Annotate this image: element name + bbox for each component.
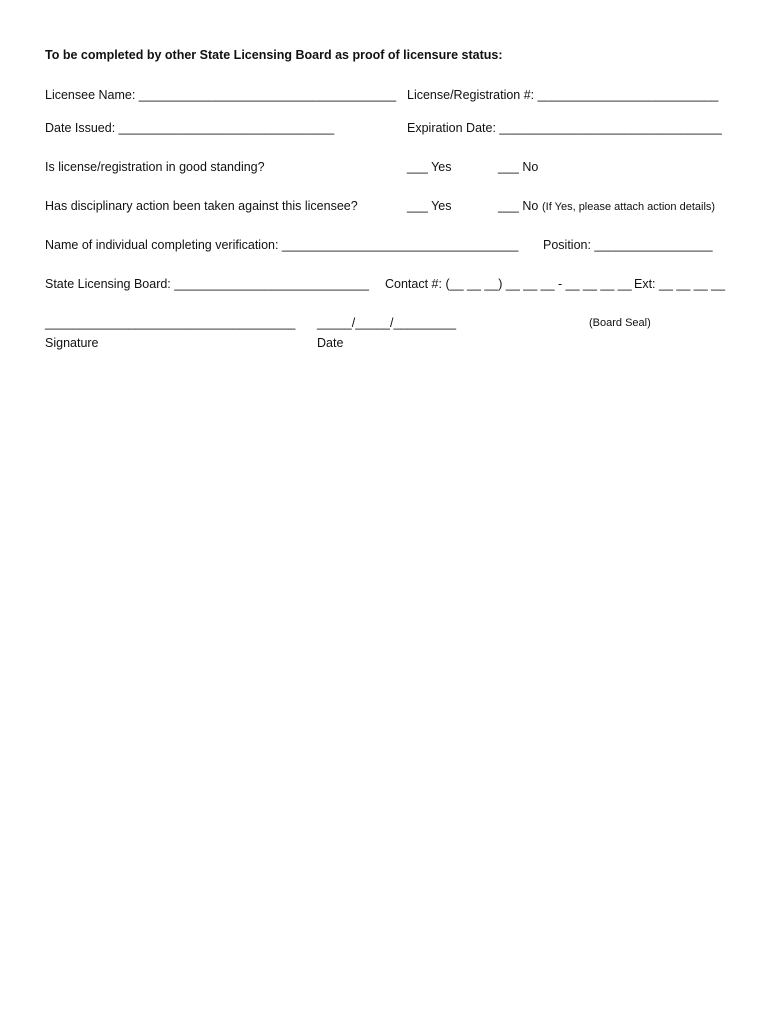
- licensee-name-field[interactable]: Licensee Name: _____________________________________: [45, 88, 397, 102]
- signature-line[interactable]: ____________________________________: [45, 316, 296, 330]
- disciplinary-question: Has disciplinary action been taken against this licensee?: [45, 199, 358, 213]
- good-standing-question: Is license/registration in good standing?: [45, 160, 265, 174]
- signature-label: Signature: [45, 336, 99, 350]
- expiration-date-field[interactable]: Expiration Date: ________________________________: [407, 121, 722, 135]
- disciplinary-note: (If Yes, please attach action details): [542, 201, 716, 213]
- disciplinary-no-option[interactable]: ___ No: [498, 199, 539, 213]
- disciplinary-yes-option[interactable]: ___ Yes: [407, 199, 452, 213]
- date-line[interactable]: _____/_____/_________: [317, 316, 457, 330]
- extension-field[interactable]: Ext: __ __ __ __: [634, 277, 726, 291]
- state-board-field[interactable]: State Licensing Board: ____________________________: [45, 277, 369, 291]
- date-label: Date: [317, 336, 344, 350]
- form-title: To be completed by other State Licensing Board as proof of licensure status:: [45, 48, 503, 62]
- license-number-field[interactable]: License/Registration #: __________________________: [407, 88, 719, 102]
- contact-number-field[interactable]: Contact #: (__ __ __) __ __ __ - __ __ __ __: [385, 277, 632, 291]
- position-field[interactable]: Position: _________________: [543, 238, 713, 252]
- date-issued-field[interactable]: Date Issued: _______________________________: [45, 121, 335, 135]
- good-standing-yes-option[interactable]: ___ Yes: [407, 160, 452, 174]
- good-standing-no-option[interactable]: ___ No: [498, 160, 539, 174]
- verifier-name-field[interactable]: Name of individual completing verification: __________________________________: [45, 238, 519, 252]
- board-seal-label: (Board Seal): [589, 317, 651, 329]
